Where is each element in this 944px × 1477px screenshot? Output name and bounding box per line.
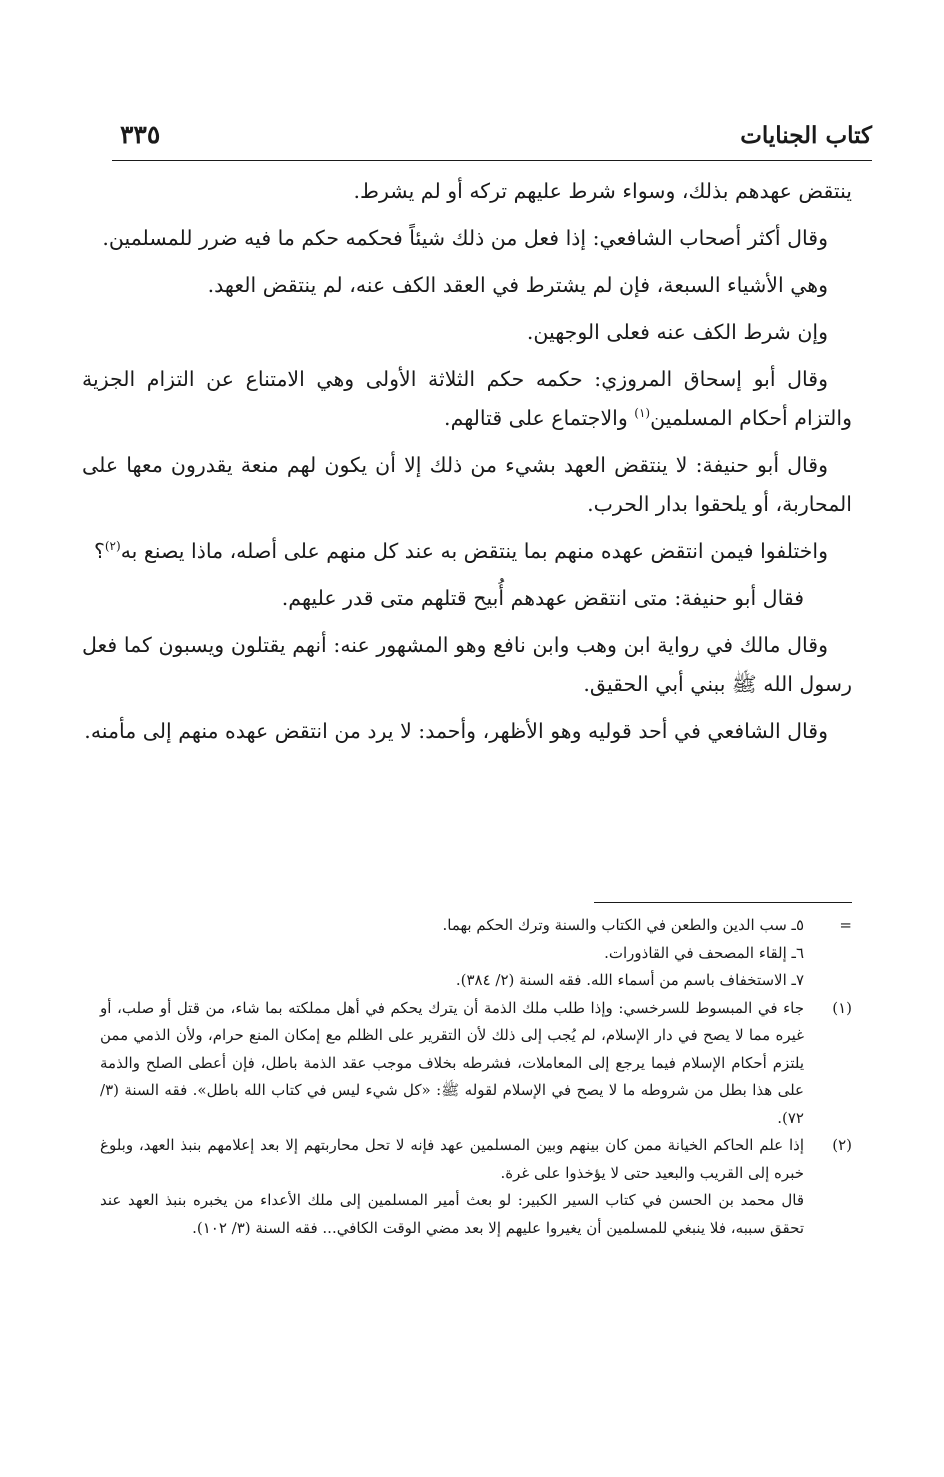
paragraph: وقال الشافعي في أحد قوليه وهو الأظهر، وأحمد: لا يرد من انتقض عهده منهم إلى مأمنه. (84, 719, 828, 743)
paragraph-text: واختلفوا فيمن انتقض عهده منهم بما ينتقض به عند كل منهم على أصله، ماذا يصنع به (120, 539, 828, 563)
paragraph (82, 360, 852, 438)
paragraph: وهي الأشياء السبعة، فإن لم يشترط في العقد الكف عنه، لم ينتقض العهد. (207, 273, 828, 297)
footnote-text: قال محمد بن الحسن في كتاب السير الكبير: لو بعث أمير المسلمين إلى ملك الأعداء من يخبره بنبذ العهد عند تحقق سببه، فلا ينبغي للمسلمين أن يغيروا عليهم إلا بعد مضي الوقت الكافي... فقه السنة (٣/ ١٠٢). (100, 1191, 804, 1237)
footnote-line: ٧ـ الاستخفاف باسم من أسماء الله. فقه السنة (٢/ ٣٨٤). (455, 971, 804, 989)
paragraph: ينتقض عهدهم بذلك، وسواء شرط عليهم تركه أو لم يشرط. (353, 179, 852, 203)
footnote-continuation (100, 912, 852, 995)
page-number: ٣٣٥ (120, 120, 161, 149)
paragraph: وقال مالك في رواية ابن وهب وابن نافع وهو المشهور عنه: أنهم يقتلون ويسبون كما فعل رسول الله ﷺ ببني أبي الحقيق. (82, 633, 852, 696)
footnote-marker: (٢) (832, 1136, 852, 1154)
footnote-2 (100, 1132, 852, 1242)
footnote-ref: (٢) (104, 539, 121, 554)
footnote-1 (100, 995, 852, 1133)
paragraph (82, 532, 852, 571)
footnote-divider (594, 902, 852, 903)
main-text (82, 172, 852, 759)
paragraph: فقال أبو حنيفة: متى انتقض عهدهم أُبيح قتلهم متى قدر عليهم. (281, 586, 804, 610)
footnotes (100, 912, 852, 1242)
page-header (112, 116, 872, 161)
footnote-ref: (١) (634, 406, 651, 421)
book-title: كتاب الجنايات (740, 122, 872, 149)
paragraph: وإن شرط الكف عنه فعلى الوجهين. (526, 320, 828, 344)
footnote-line: ٦ـ إلقاء المصحف في القاذورات. (604, 943, 804, 962)
paragraph: وقال أكثر أصحاب الشافعي: إذا فعل من ذلك شيئاً فحكمه حكم ما فيه ضرر للمسلمين. (102, 226, 828, 250)
footnote-text: إذا علم الحاكم الخيانة ممن كان بينهم وبين المسلمين عهد فإنه لا تحل محاربتهم إلا بعد إعلامهم بنبذ العهد، وبلوغ خبره إلى القريب والبعيد حتى لا يؤخذوا على غرة. (100, 1136, 804, 1182)
footnote-marker: (١) (832, 998, 852, 1017)
paragraph-text: والاجتماع على قتالهم. (444, 406, 635, 430)
paragraph: وقال أبو حنيفة: لا ينتقض العهد بشيء من ذلك إلا أن يكون لهم منعة يقدرون معها على المحاربة، أو يلحقوا بدار الحرب. (82, 453, 852, 516)
paragraph-text: وقال أبو إسحاق المروزي: حكمه حكم الثلاثة الأولى وهي الامتناع عن التزام الجزية والتزام أحكام المسلمين (82, 367, 852, 430)
footnote-marker: = (839, 916, 852, 934)
footnote-line: ٥ـ سب الدين والطعن في الكتاب والسنة وترك الحكم بهما. (442, 916, 804, 934)
footnote-text: جاء في المبسوط للسرخسي: وإذا طلب ملك الذمة أن يترك يحكم في أهل مملكته بما شاء، من قتل أو صلب، أو غيره مما لا يصح في دار الإسلام، لم يُجب إلى ذلك لأن التقرير على الظلم مع إمكان المنع حرام، ولأن الذمي ممن يلتزم أحكام الإسلام فيما يرجع إلى المعاملات، فشرطه بخلاف موجب عقد الذمة باطل، فإن أعطى الصلح والذمة على هذا بطل من شروطه ما لا يصح في الإسلام لقوله ﷺ: «كل شيء ليس في كتاب الله باطل». فقه السنة (٣/ ٧٢). (100, 998, 804, 1127)
paragraph-text: ؟ (93, 539, 105, 563)
